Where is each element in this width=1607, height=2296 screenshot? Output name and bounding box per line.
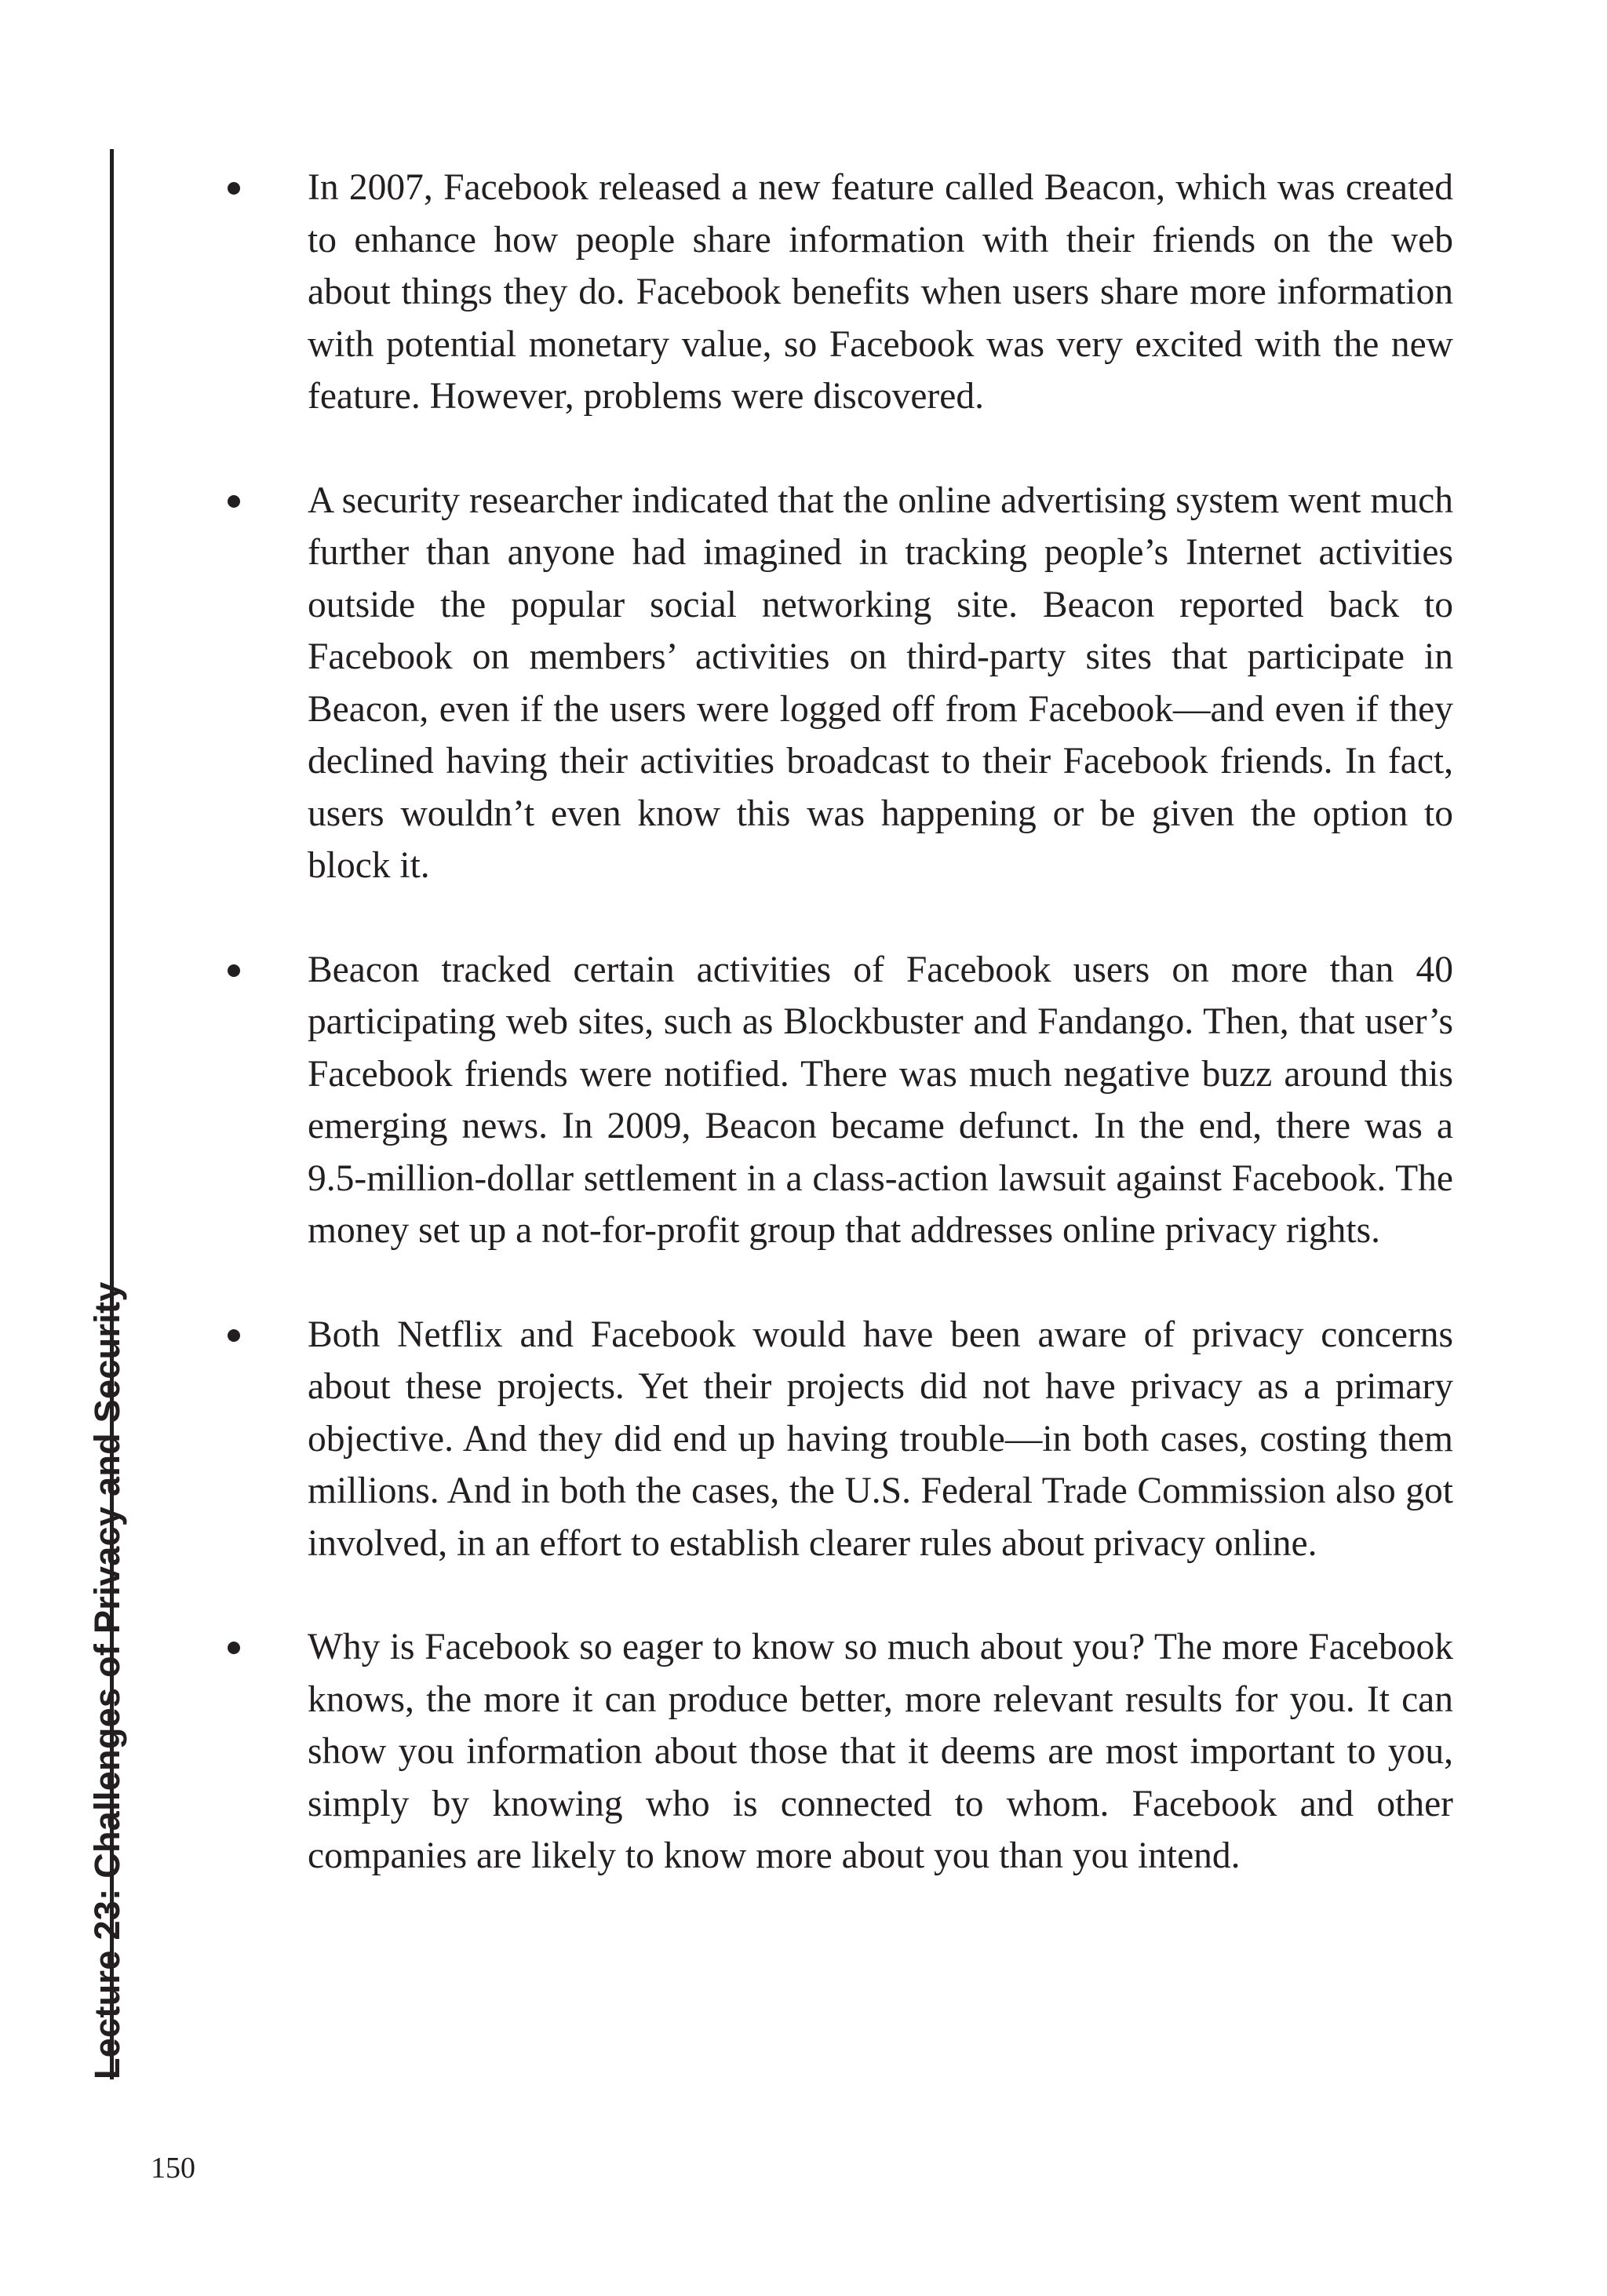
bullet-dot-icon [228, 182, 240, 195]
bullet-text: Both Netflix and Facebook would have been aware of privacy concerns about these projects. Yet their projects did not have privacy as a primary objective. And they did end up having trouble—in both cases, costing them millions. And in both the cases, the U.S. Federal Trade Commission also got involved, in an effort to establish clearer rules about privacy online. [308, 1314, 1453, 1564]
page-number: 150 [151, 2152, 195, 2185]
running-header-lecture-title: Lecture 23: Challenges of Privacy and Security [87, 1281, 127, 2079]
bullet-text: Beacon tracked certain activities of Facebook users on more than 40 participating web sites, such as Blockbuster and Fandango. Then, that user’s Facebook friends were notified. There was much negative buzz around this emerging news. In 2009, Beacon became defunct. In the end, there was a 9.5-million-dollar settlement in a class-action lawsuit against Facebook. The money set up a not-for-profit group that addresses online privacy rights. [308, 949, 1453, 1251]
bullet-item-why-facebook [220, 1621, 1453, 1882]
bullet-list [220, 162, 1453, 1882]
bullet-text: A security researcher indicated that the online advertising system went much further than anyone had imagined in tracking people’s Internet activities outside the popular social networking site. Beacon reported back to Facebook on members’ activities on third-party sites that participate in Beacon, even if the users were logged off from Facebook—and even if they declined having their activities broadcast to their Facebook friends. In fact, users wouldn’t even know this was happening or be given the option to block it. [308, 479, 1453, 886]
bullet-text: Why is Facebook so eager to know so much about you? The more Facebook knows, the more it can produce better, more relevant results for you. It can show you information about those that it deems are most important to you, simply by knowing who is connected to whom. Facebook and other companies are likely to know more about you than you intend. [308, 1627, 1453, 1876]
main-content [220, 162, 1453, 1934]
bullet-dot-icon [228, 1329, 240, 1342]
bullet-item-beacon-tracking [220, 944, 1453, 1257]
bullet-item-beacon-release [220, 162, 1453, 423]
bullet-item-security-researcher [220, 475, 1453, 892]
bullet-text: In 2007, Facebook released a new feature called Beacon, which was created to enhance how people share information with their friends on the web about things they do. Facebook benefits when users share more information with potential monetary value, so Facebook was very excited with the new feature. However, problems were discovered. [308, 167, 1453, 417]
bullet-dot-icon [228, 964, 240, 977]
bullet-dot-icon [228, 495, 240, 508]
bullet-item-netflix-facebook [220, 1309, 1453, 1570]
bullet-dot-icon [228, 1642, 240, 1654]
